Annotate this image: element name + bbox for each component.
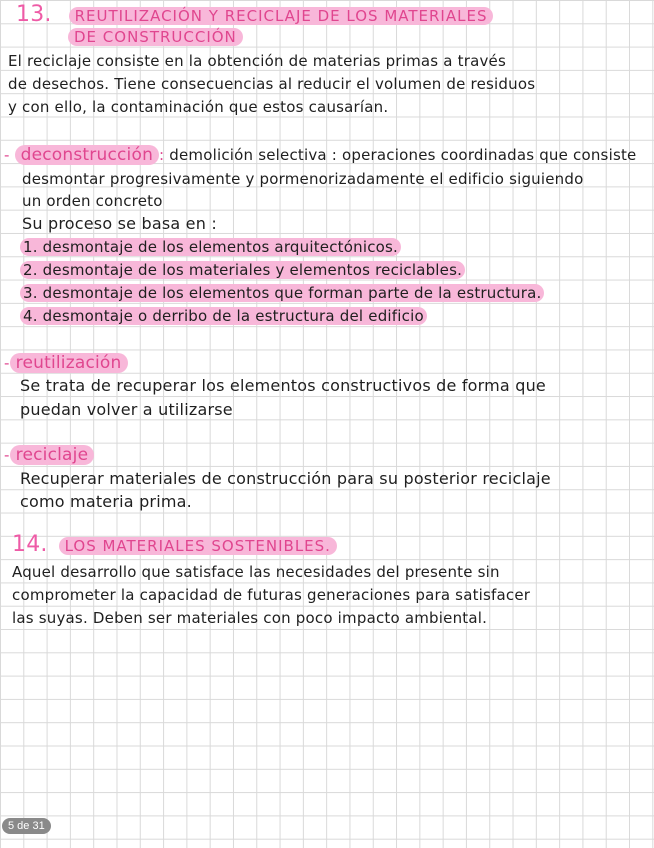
process-step [20,284,544,302]
process-step [20,238,401,256]
section-number: 14. [12,532,48,557]
reutilizacion-heading [4,353,128,373]
section-13-heading [16,2,493,27]
bullet-dash: - [4,146,10,164]
page-indicator: 5 de 31 [2,818,51,834]
section-number: 13. [16,2,52,27]
definition-line: puedan volver a utilizarse [20,400,233,419]
step-text: 2. desmontaje de los materiales y elementos reciclables. [20,261,465,279]
definition-line: Se trata de recuperar los elementos constructivos de forma que [20,376,546,395]
definition-line: desmontar progresivamente y pormenorizadamente el edificio siguiendo [22,170,584,188]
definition-line: comprometer la capacidad de futuras generaciones para satisfacer [12,586,531,604]
definition-line: Recuperar materiales de construcción para su posterior reciclaje [20,469,551,488]
term-colon: : [159,146,165,164]
bullet-dash: - [4,446,10,464]
intro-line: de desechos. Tiene consecuencias al reducir el volumen de residuos [8,75,536,93]
step-text: 1. desmontaje de los elementos arquitectónicos. [20,238,401,256]
section-13-heading-line2 [68,28,243,46]
definition-line: las suyas. Deben ser materiales con poco impacto ambiental. [12,609,488,627]
section-14-heading [12,532,337,557]
step-text: 4. desmontaje o derribo de la estructura del edificio [20,307,427,325]
intro-line: y con ello, la contaminación que estos causarían. [8,98,389,116]
process-intro: Su proceso se basa en : [22,214,217,233]
process-step [20,307,427,325]
step-text: 3. desmontaje de los elementos que forman parte de la estructura. [20,284,544,302]
reciclaje-heading [4,445,94,465]
section-title: REUTILIZACIÓN Y RECICLAJE DE LOS MATERIALES [69,7,494,25]
intro-line: El reciclaje consiste en la obtención de materias primas a través [8,52,506,70]
section-title: LOS MATERIALES SOSTENIBLES. [59,537,337,555]
section-title-cont: DE CONSTRUCCIÓN [68,28,243,46]
term-reciclaje: reciclaje [10,445,95,465]
bullet-dash: - [4,354,10,372]
deconstruccion-definition [4,145,636,165]
definition-line: Aquel desarrollo que satisface las necesidades del presente sin [12,563,500,581]
definition-line: como materia prima. [20,492,192,511]
term-reutilizacion: reutilización [10,353,128,373]
term-deconstruccion: deconstrucción [15,145,159,165]
definition-text: demolición selectiva : operaciones coordinadas que consiste [169,146,637,164]
definition-line: un orden concreto [22,192,163,210]
process-step [20,261,465,279]
